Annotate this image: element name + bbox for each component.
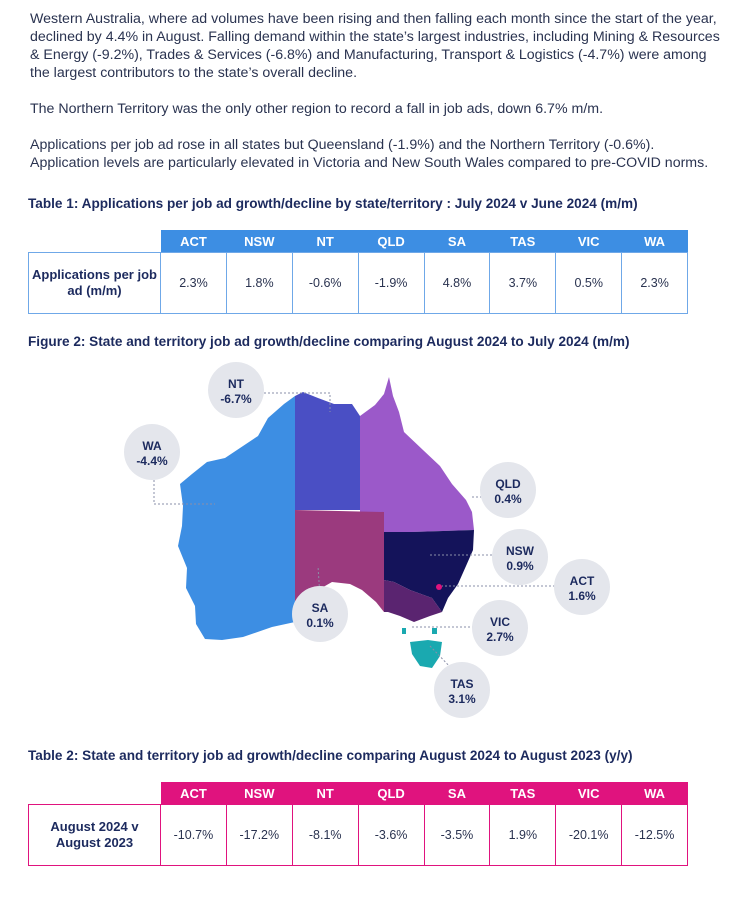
map-region-nt (295, 392, 360, 510)
map-region-qld (360, 377, 474, 532)
table2-cell-qld: -3.6% (358, 805, 424, 866)
table2-cell-tas: 1.9% (490, 805, 556, 866)
bubble-nsw (492, 529, 548, 585)
paragraph-wa: Western Australia, where ad volumes have been rising and then falling each month since the start of the year, declined by 4.4% in August. Falling demand within the state’s largest industries, including Mining & Resources & Energy (-9.2%), Trades & Services (-6.8%) and Manufacturing, Transport & Logistics (-4.7%) were among the largest contributors to the state’s overall decline. (30, 11, 720, 81)
table1-header-act: ACT (161, 230, 227, 253)
table1-cell-wa: 2.3% (622, 253, 688, 314)
bubble-sa-value: 0.1% (306, 616, 334, 630)
map-region-wa (178, 396, 295, 640)
table1-cell-sa: 4.8% (424, 253, 490, 314)
bubble-nsw-name: NSW (506, 544, 534, 558)
table2-header-tas: TAS (490, 782, 556, 805)
bubble-tas (434, 662, 490, 718)
table2-header-nt: NT (292, 782, 358, 805)
table2-cell-sa: -3.5% (424, 805, 490, 866)
bubble-qld-name: QLD (495, 477, 521, 491)
map-region-tas-islands (402, 628, 437, 634)
bubble-sa-name: SA (311, 601, 329, 615)
table1-header-qld: QLD (358, 230, 424, 253)
table2-header-vic: VIC (556, 782, 622, 805)
table2-cell-vic: -20.1% (556, 805, 622, 866)
table1-cell-nsw: 1.8% (226, 253, 292, 314)
bubble-act (554, 559, 610, 615)
map-region-tas (410, 640, 442, 668)
table1-header-wa: WA (622, 230, 688, 253)
bubble-wa-value: -4.4% (136, 454, 168, 468)
table2-cell-act: -10.7% (161, 805, 227, 866)
bubble-nt-name: NT (228, 377, 244, 391)
table2-header-nsw: NSW (226, 782, 292, 805)
table1-cell-act: 2.3% (161, 253, 227, 314)
table1-cell-qld: -1.9% (358, 253, 424, 314)
table1-header-nt: NT (292, 230, 358, 253)
table2-header-sa: SA (424, 782, 490, 805)
bubble-vic-value: 2.7% (486, 630, 514, 644)
paragraph-nt: The Northern Territory was the only other region to record a fall in job ads, down 6.7% m/m. (30, 101, 604, 117)
bubble-nt (208, 362, 264, 418)
bubble-act-value: 1.6% (568, 589, 596, 603)
table1-row-label: Applications per job ad (m/m) (29, 253, 161, 314)
table1-cell-vic: 0.5% (556, 253, 622, 314)
table1-header-nsw: NSW (226, 230, 292, 253)
table2-title: Table 2: State and territory job ad growth/decline comparing August 2024 to August 2023 (y/y) (28, 748, 633, 763)
bubble-wa-name: WA (142, 439, 162, 453)
bubble-act-name: ACT (569, 574, 595, 588)
bubble-qld (480, 462, 536, 518)
figure2-title: Figure 2: State and territory job ad growth/decline comparing August 2024 to July 2024 (m/m) (28, 334, 630, 349)
bubble-vic-name: VIC (489, 615, 511, 629)
table1-cell-tas: 3.7% (490, 253, 556, 314)
bubble-qld-value: 0.4% (494, 492, 522, 506)
paragraph-applications: Applications per job ad rose in all states but Queensland (-1.9%) and the Northern Territory (-0.6%). Application levels are particularly elevated in Victoria and New South Wales compared to pre-COVID norms. (30, 137, 709, 171)
table2-cell-nsw: -17.2% (226, 805, 292, 866)
bubble-wa (124, 424, 180, 480)
bubble-nt-value: -6.7% (220, 392, 252, 406)
table2 (28, 782, 688, 866)
table2-header-qld: QLD (358, 782, 424, 805)
bubble-nsw-value: 0.9% (506, 559, 534, 573)
bubble-tas-name: TAS (450, 677, 474, 691)
table2-row-label: August 2024 v August 2023 (29, 805, 161, 866)
table1-cell-nt: -0.6% (292, 253, 358, 314)
bubble-vic (472, 600, 528, 656)
map-region-act (436, 584, 442, 590)
table-row (29, 805, 688, 866)
table1-header-vic: VIC (556, 230, 622, 253)
table2-header-act: ACT (161, 782, 227, 805)
bubble-sa (292, 586, 348, 642)
table2-header-row (29, 782, 688, 805)
table2-corner (29, 782, 161, 805)
table2-cell-wa: -12.5% (622, 805, 688, 866)
table1-title: Table 1: Applications per job ad growth/decline by state/territory : July 2024 v June 2024 (m/m) (28, 196, 638, 211)
bubble-tas-value: 3.1% (448, 692, 476, 706)
table2-header-wa: WA (622, 782, 688, 805)
table1-header-tas: TAS (490, 230, 556, 253)
table2-cell-nt: -8.1% (292, 805, 358, 866)
table1-header-sa: SA (424, 230, 490, 253)
